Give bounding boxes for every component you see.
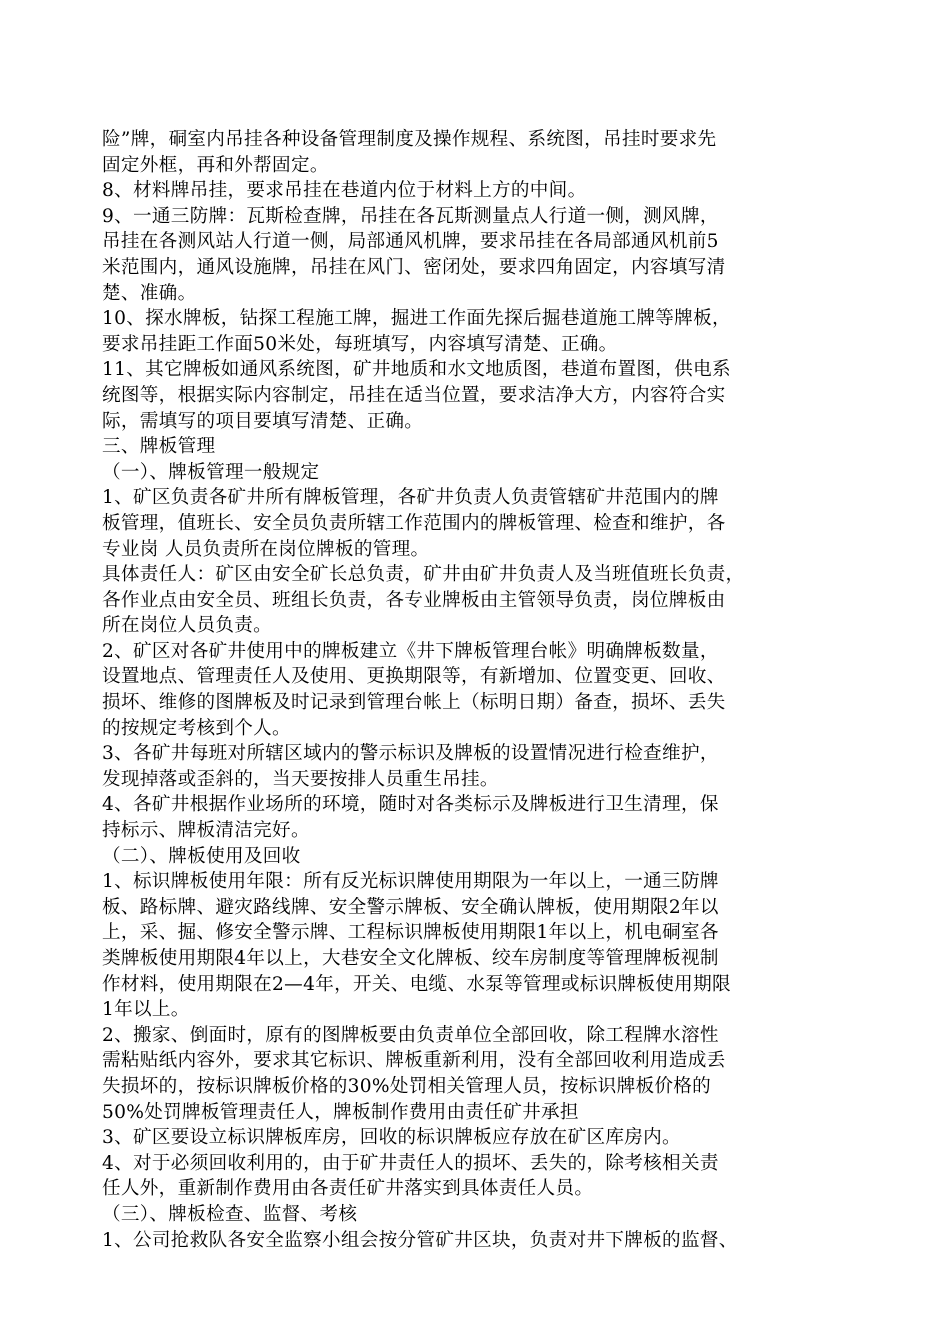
text-line: 具体责任人：矿区由安全矿长总负责，矿井由矿井负责人及当班值班长负责， xyxy=(102,564,745,586)
text-line: 1、公司抢救队各安全监察小组会按分管矿井区块，负责对井下牌板的监督、 xyxy=(102,1229,738,1251)
text-line: 8、材料牌吊挂，要求吊挂在巷道内位于材料上方的中间。 xyxy=(102,180,587,202)
text-line: 发现掉落或歪斜的，当天要按排人员重生吊挂。 xyxy=(102,768,499,790)
subsection-heading: （二）、牌板使用及回收 xyxy=(102,845,301,867)
text-line: 3、各矿井每班对所辖区域内的警示标识及牌板的设置情况进行检查维护， xyxy=(102,743,719,765)
text-line: 4、各矿井根据作业场所的环境，随时对各类标示及牌板进行卫生清理，保 xyxy=(102,794,719,816)
text-line: 2、矿区对各矿井使用中的牌板建立《井下牌板管理台帐》明确牌板数量， xyxy=(102,640,719,662)
text-line: 作材料，使用期限在2—4年，开关、电缆、水泵等管理或标识牌板使用期限 xyxy=(102,973,731,995)
text-line: 各作业点由安全员、班组长负责，各专业牌板由主管领导负责，岗位牌板由 xyxy=(102,589,726,611)
text-line: 2、搬家、倒面时，原有的图牌板要由负责单位全部回收，除工程牌水溶性 xyxy=(102,1024,719,1046)
text-line: 3、矿区要设立标识牌板库房，回收的标识牌板应存放在矿区库房内。 xyxy=(102,1127,681,1149)
text-line: 失损坏的，按标识牌板价格的30%处罚相关管理人员，按标识牌板价格的 xyxy=(102,1075,712,1097)
text-line: 类牌板使用期限4年以上，大巷安全文化牌板、绞车房制度等管理牌板视制 xyxy=(102,948,719,969)
text-line: 持标示、牌板清洁完好。 xyxy=(102,820,310,842)
text-line: 的按规定考核到个人。 xyxy=(102,717,291,739)
text-line: 险”牌，硐室内吊挂各种设备管理制度及操作规程、系统图，吊挂时要求先 xyxy=(102,129,717,150)
text-line: 统图等，根据实际内容制定，吊挂在适当位置，要求洁净大方，内容符合实 xyxy=(102,384,726,406)
text-line: 9、一通三防牌：瓦斯检查牌，吊挂在各瓦斯测量点人行道一侧，测风牌， xyxy=(102,205,719,227)
text-line: 1、标识牌板使用年限：所有反光标识牌使用期限为一年以上，一通三防牌 xyxy=(102,871,719,893)
text-line: 损坏、维修的图牌板及时记录到管理台帐上（标明日期）备查，损坏、丢失 xyxy=(102,692,726,714)
body-text xyxy=(102,127,854,1253)
text-line: 1年以上。 xyxy=(102,999,190,1021)
text-line: 际，需填写的项目要填写清楚、正确。 xyxy=(102,410,424,432)
text-line: 1、矿区负责各矿井所有牌板管理，各矿井负责人负责管辖矿井范围内的牌 xyxy=(102,487,719,509)
text-line: 10、探水牌板，钻探工程施工牌，掘进工作面先探后掘巷道施工牌等牌板， xyxy=(102,308,731,330)
text-line: 任人外，重新制作费用由各责任矿井落实到具体责任人员。 xyxy=(102,1178,594,1200)
text-line: 4、对于必须回收利用的，由于矿井责任人的损坏、丢失的，除考核相关责 xyxy=(102,1152,719,1174)
subsection-heading: （三）、牌板检查、监督、考核 xyxy=(102,1203,358,1225)
text-line: 吊挂在各测风站人行道一侧，局部通风机牌，要求吊挂在各局部通风机前5 xyxy=(102,231,719,253)
text-line: 11、其它牌板如通风系统图，矿井地质和水文地质图，巷道布置图，供电系 xyxy=(102,359,731,381)
text-line: 固定外框，再和外帮固定。 xyxy=(102,154,329,176)
text-line: 要求吊挂距工作面50米处，每班填写，内容填写清楚、正确。 xyxy=(102,333,618,355)
text-line: 板、路标牌、避灾路线牌、安全警示牌板、安全确认牌板，使用期限2年以 xyxy=(102,896,719,918)
text-line: 需粘贴纸内容外，要求其它标识、牌板重新利用，没有全部回收利用造成丢 xyxy=(102,1050,726,1072)
text-line: 专业岗 人员负责所在岗位牌板的管理。 xyxy=(102,538,430,560)
text-line: 50%处罚牌板管理责任人，牌板制作费用由责任矿井承担 xyxy=(102,1101,579,1123)
subsection-heading: （一）、牌板管理一般规定 xyxy=(102,461,320,483)
section-heading: 三、牌板管理 xyxy=(102,436,216,458)
text-line: 上，采、掘、修安全警示牌、工程标识牌板使用期限1年以上，机电硐室各 xyxy=(102,922,719,944)
text-line: 板管理，值班长、安全员负责所辖工作范围内的牌板管理、检查和维护，各 xyxy=(102,512,726,534)
text-line: 所在岗位人员负责。 xyxy=(102,615,273,637)
text-line: 设置地点、管理责任人及使用、更换期限等，有新增加、位置变更、回收、 xyxy=(102,666,726,688)
text-line: 楚、准确。 xyxy=(102,282,197,304)
text-line: 米范围内，通风设施牌，吊挂在风门、密闭处，要求四角固定，内容填写清 xyxy=(102,256,726,278)
